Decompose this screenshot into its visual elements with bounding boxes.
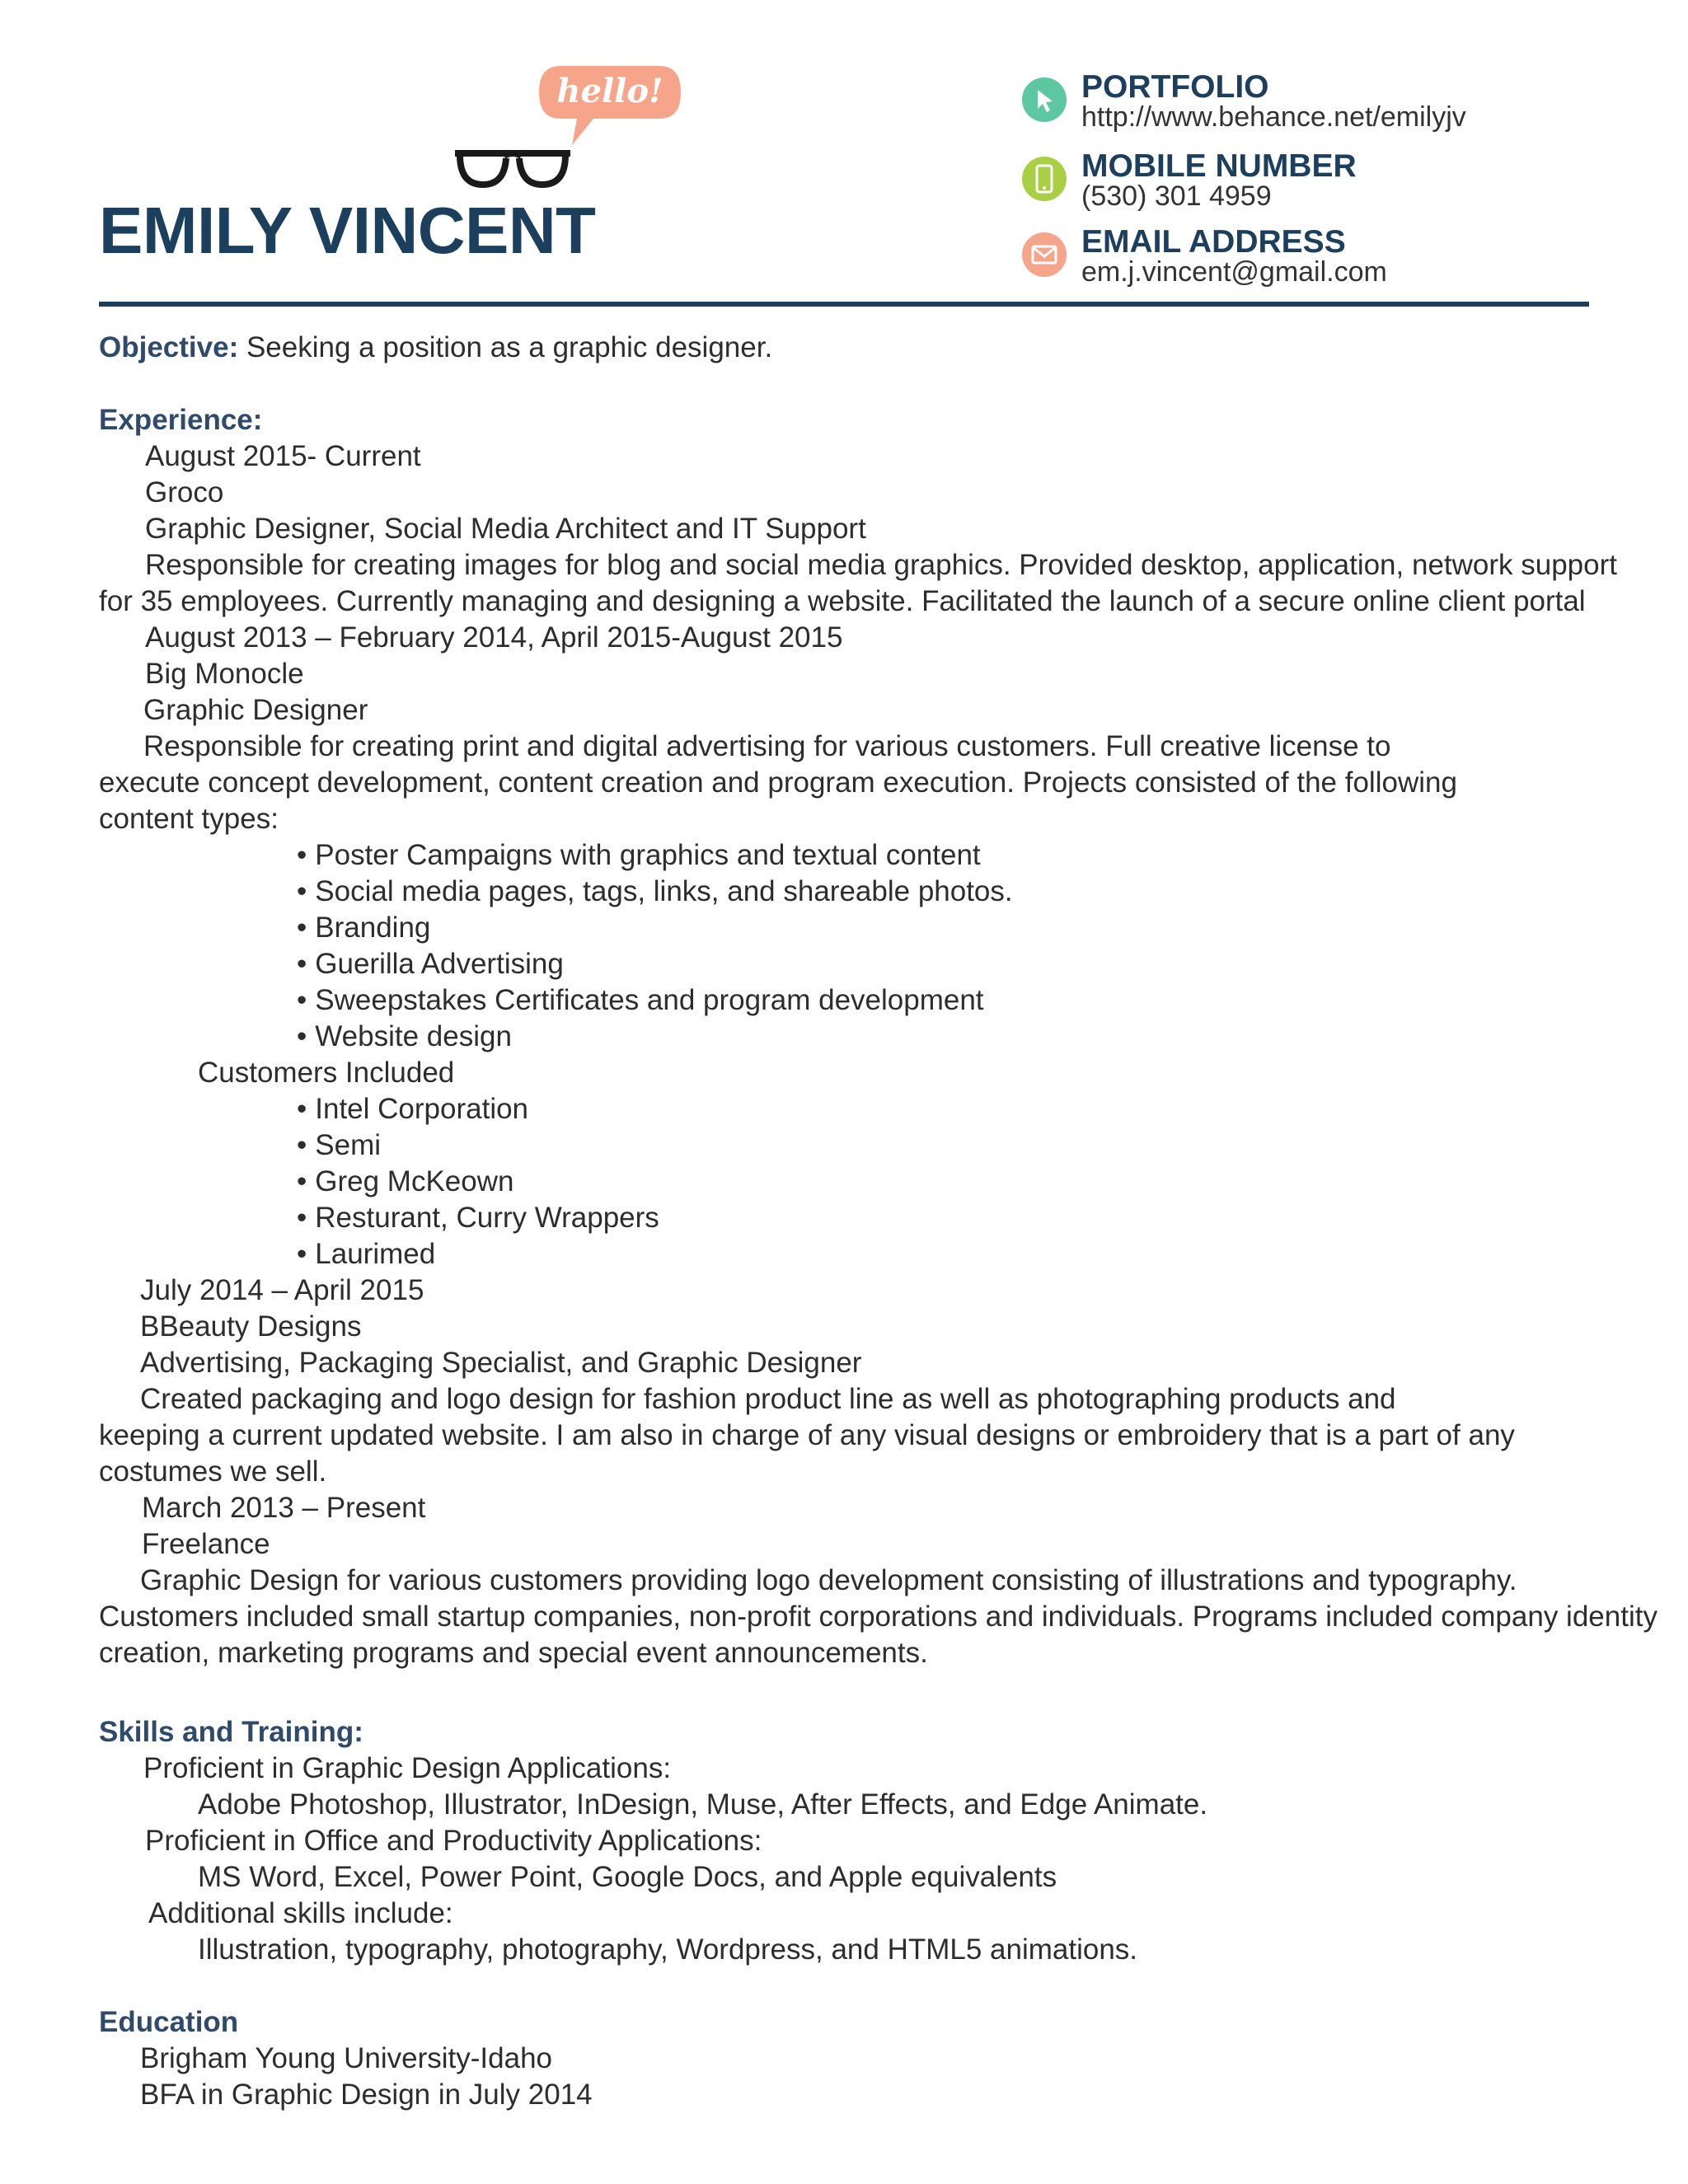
objective-label: Objective: bbox=[99, 331, 239, 363]
list-item: • Website design bbox=[297, 1019, 512, 1055]
bbeauty-company: BBeauty Designs bbox=[140, 1310, 362, 1343]
list-item: • Semi bbox=[297, 1127, 381, 1164]
freelance-dates: March 2013 – Present bbox=[142, 1492, 426, 1524]
skills-additional-label: Additional skills include: bbox=[148, 1897, 453, 1929]
experience-heading: Experience: bbox=[99, 404, 263, 436]
header-divider bbox=[99, 302, 1589, 307]
groco-desc-line: Responsible for creating images for blog and social media graphics. Provided desktop, application, network support bbox=[145, 549, 1617, 581]
freelance-desc-line: Graphic Design for various customers providing logo development consisting of illustrations and typography. bbox=[140, 1564, 1517, 1596]
monocle-title: Graphic Designer bbox=[143, 694, 368, 726]
hello-text: hello! bbox=[556, 72, 663, 110]
hello-speech-bubble bbox=[536, 59, 684, 150]
list-item: • Branding bbox=[297, 910, 430, 946]
monocle-desc-line: content types: bbox=[99, 803, 279, 835]
list-item: • Poster Campaigns with graphics and textual content bbox=[297, 837, 981, 874]
skills-office-apps: MS Word, Excel, Power Point, Google Docs, and Apple equivalents bbox=[198, 1861, 1057, 1893]
glasses-icon bbox=[452, 147, 574, 190]
freelance-company: Freelance bbox=[142, 1528, 270, 1560]
phone-icon bbox=[1022, 157, 1067, 201]
education-heading: Education bbox=[99, 2006, 239, 2038]
groco-desc-line: for 35 employees. Currently managing and designing a website. Facilitated the launch of a secure online client portal bbox=[99, 585, 1586, 617]
monocle-company: Big Monocle bbox=[145, 658, 304, 690]
education-degree: BFA in Graphic Design in July 2014 bbox=[140, 2079, 593, 2111]
education-school: Brigham Young University-Idaho bbox=[140, 2042, 553, 2074]
bbeauty-dates: July 2014 – April 2015 bbox=[140, 1274, 424, 1306]
list-item: • Intel Corporation bbox=[297, 1091, 528, 1127]
customers-label: Customers Included bbox=[198, 1057, 455, 1089]
freelance-desc-line: creation, marketing programs and special event announcements. bbox=[99, 1637, 928, 1669]
email-address[interactable]: em.j.vincent@gmail.com bbox=[1081, 256, 1387, 288]
email-label: EMAIL ADDRESS bbox=[1081, 224, 1346, 260]
list-item: • Resturant, Curry Wrappers bbox=[297, 1200, 659, 1236]
objective-text: Seeking a position as a graphic designer. bbox=[238, 331, 773, 363]
monocle-desc-line: Responsible for creating print and digital advertising for various customers. Full creative license to bbox=[143, 730, 1391, 762]
skills-design-label: Proficient in Graphic Design Applications: bbox=[143, 1752, 672, 1784]
bbeauty-desc-line: keeping a current updated website. I am also in charge of any visual designs or embroidery that is a part of any bbox=[99, 1419, 1515, 1451]
groco-title: Graphic Designer, Social Media Architect and IT Support bbox=[145, 513, 866, 545]
list-item: • Social media pages, tags, links, and shareable photos. bbox=[297, 874, 1013, 910]
bbeauty-desc-line: costumes we sell. bbox=[99, 1455, 327, 1488]
bbeauty-title: Advertising, Packaging Specialist, and Graphic Designer bbox=[140, 1347, 862, 1379]
bbeauty-desc-line: Created packaging and logo design for fashion product line as well as photographing products and bbox=[140, 1383, 1396, 1415]
groco-company: Groco bbox=[145, 476, 224, 509]
cursor-icon bbox=[1022, 77, 1067, 122]
skills-heading: Skills and Training: bbox=[99, 1716, 363, 1748]
candidate-name: EMILY VINCENT bbox=[99, 194, 596, 267]
skills-additional: Illustration, typography, photography, Wordpress, and HTML5 animations. bbox=[198, 1933, 1138, 1966]
list-item: • Sweepstakes Certificates and program development bbox=[297, 982, 984, 1019]
objective bbox=[99, 330, 772, 366]
monocle-desc-line: execute concept development, content creation and program execution. Projects consisted of the following bbox=[99, 766, 1457, 799]
list-item: • Greg McKeown bbox=[297, 1164, 513, 1200]
list-item: • Laurimed bbox=[297, 1236, 435, 1272]
portfolio-url[interactable]: http://www.behance.net/emilyjv bbox=[1081, 101, 1466, 133]
freelance-desc-line: Customers included small startup companies, non-profit corporations and individuals. Programs included company identity bbox=[99, 1601, 1658, 1633]
skills-office-label: Proficient in Office and Productivity Applications: bbox=[145, 1825, 762, 1857]
groco-dates: August 2015- Current bbox=[145, 440, 421, 472]
envelope-icon bbox=[1022, 232, 1067, 277]
mobile-label: MOBILE NUMBER bbox=[1081, 148, 1357, 184]
monocle-dates: August 2013 – February 2014, April 2015-August 2015 bbox=[145, 621, 843, 654]
mobile-number[interactable]: (530) 301 4959 bbox=[1081, 180, 1272, 212]
list-item: • Guerilla Advertising bbox=[297, 946, 564, 982]
skills-design-apps: Adobe Photoshop, Illustrator, InDesign, Muse, After Effects, and Edge Animate. bbox=[198, 1788, 1208, 1821]
portfolio-label: PORTFOLIO bbox=[1081, 69, 1269, 105]
